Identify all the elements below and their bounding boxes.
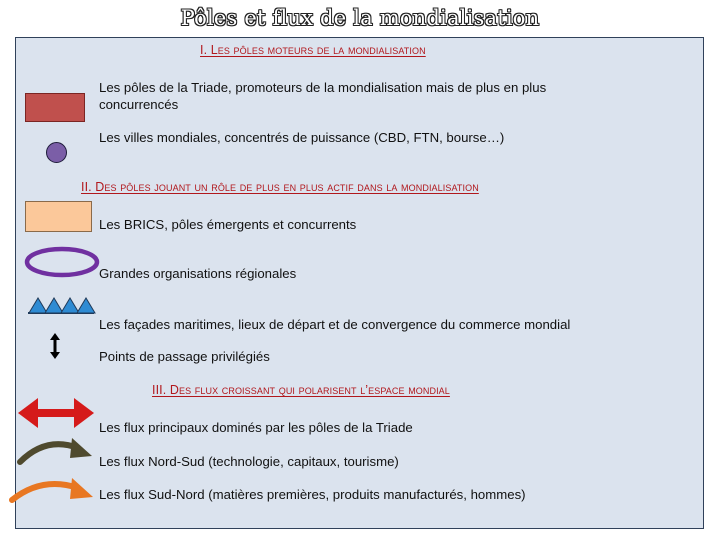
section-heading-1: I. Les pôles moteurs de la mondialisation <box>200 43 426 57</box>
world-city-circle-icon <box>46 142 67 163</box>
section-heading-3: III. Des flux croissant qui polarisent l’espace mondial <box>152 383 450 397</box>
north-south-flow-arrow-icon <box>16 432 96 466</box>
legend-item-north-south-flows: Les flux Nord-Sud (technologie, capitaux, tourisme) <box>99 454 399 469</box>
legend-item-brics: Les BRICS, pôles émergents et concurrents <box>99 217 357 232</box>
main-flow-double-arrow-icon <box>16 396 96 430</box>
legend-item-south-north-flows: Les flux Sud-Nord (matières premières, produits manufacturés, hommes) <box>99 487 526 502</box>
passage-point-arrow-icon <box>48 333 62 359</box>
legend-item-regional-organisations: Grandes organisations régionales <box>99 266 297 281</box>
maritime-facade-triangles-icon <box>26 296 96 316</box>
legend-item-world-cities: Les villes mondiales, concentrés de puissance (CBD, FTN, bourse…) <box>99 130 505 145</box>
legend-item-triade-line1: Les pôles de la Triade, promoteurs de la mondialisation mais de plus en plus <box>99 80 547 95</box>
regional-organisation-ellipse-icon <box>23 245 101 279</box>
south-north-flow-arrow-icon <box>8 472 98 508</box>
legend-item-maritime-facades: Les façades maritimes, lieux de départ et de convergence du commerce mondial <box>99 317 571 332</box>
brics-pole-symbol-icon <box>25 201 92 232</box>
legend-item-triade <box>99 79 546 113</box>
triade-pole-symbol-icon <box>25 93 85 122</box>
legend-item-triade-line2: concurrencés <box>99 97 179 112</box>
legend-item-triade-flows: Les flux principaux dominés par les pôles de la Triade <box>99 420 413 435</box>
section-heading-2: II. Des pôles jouant un rôle de plus en plus actif dans la mondialisation <box>81 180 479 194</box>
page-title: Pôles et flux de la mondialisation <box>180 6 540 30</box>
legend-item-passage-points: Points de passage privilégiés <box>99 349 270 364</box>
